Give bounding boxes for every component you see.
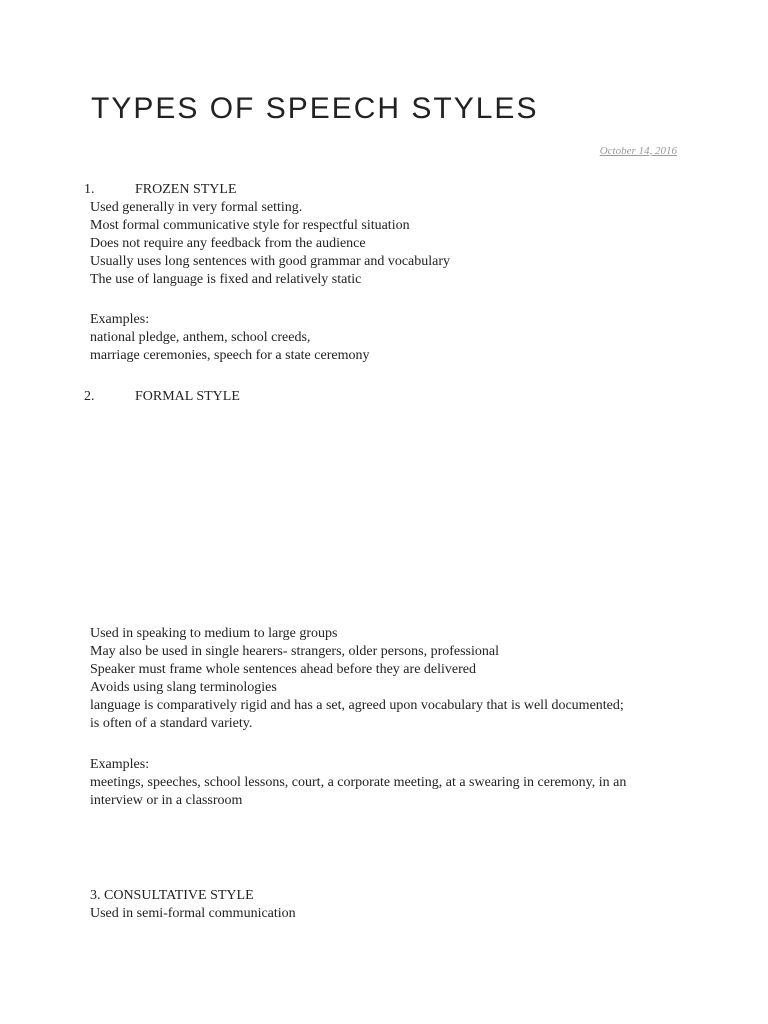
bullet-line: Most formal communicative style for respectful situation [90, 218, 410, 233]
formal-examples [90, 756, 690, 810]
bullet-line: Usually uses long sentences with good grammar and vocabulary [90, 254, 451, 269]
frozen-points [90, 199, 690, 289]
section-title: FROZEN STYLE [135, 182, 237, 197]
bullet-line: Avoids using slang terminologies [90, 680, 277, 695]
formal-points [90, 625, 690, 733]
example-line: marriage ceremonies, speech for a state ceremony [90, 348, 370, 363]
examples-label: Examples: [90, 312, 150, 327]
bullet-line: May also be used in single hearers- strangers, older persons, professional [90, 644, 500, 659]
example-line: meetings, speeches, school lessons, court, a corporate meeting, at a swearing in ceremony, in an [90, 775, 627, 790]
bullet-line: Speaker must frame whole sentences ahead before they are delivered [90, 662, 476, 677]
document-title: TYPES OF SPEECH STYLES [91, 92, 539, 125]
bullet-line: Used generally in very formal setting. [90, 200, 303, 215]
consultative-points [90, 905, 690, 923]
bullet-line: is often of a standard variety. [90, 716, 253, 731]
document-date[interactable]: October 14, 2016 [599, 145, 677, 157]
section-heading-frozen [84, 181, 237, 199]
bullet-line: language is comparatively rigid and has a set, agreed upon vocabulary that is well documented; [90, 698, 624, 713]
examples-label: Examples: [90, 757, 150, 772]
section-title: FORMAL STYLE [135, 389, 240, 404]
bullet-line: Used in speaking to medium to large groups [90, 626, 338, 641]
section-number: 2. [84, 389, 95, 404]
section-heading-formal [84, 388, 240, 406]
frozen-examples [90, 311, 690, 365]
section-heading-consultative: 3. CONSULTATIVE STYLE [90, 888, 254, 903]
example-line: national pledge, anthem, school creeds, [90, 330, 311, 345]
bullet-line: Does not require any feedback from the audience [90, 236, 366, 251]
bullet-line: The use of language is fixed and relatively static [90, 272, 362, 287]
example-line: interview or in a classroom [90, 793, 243, 808]
bullet-line: Used in semi-formal communication [90, 906, 296, 921]
section-number: 1. [84, 182, 95, 197]
